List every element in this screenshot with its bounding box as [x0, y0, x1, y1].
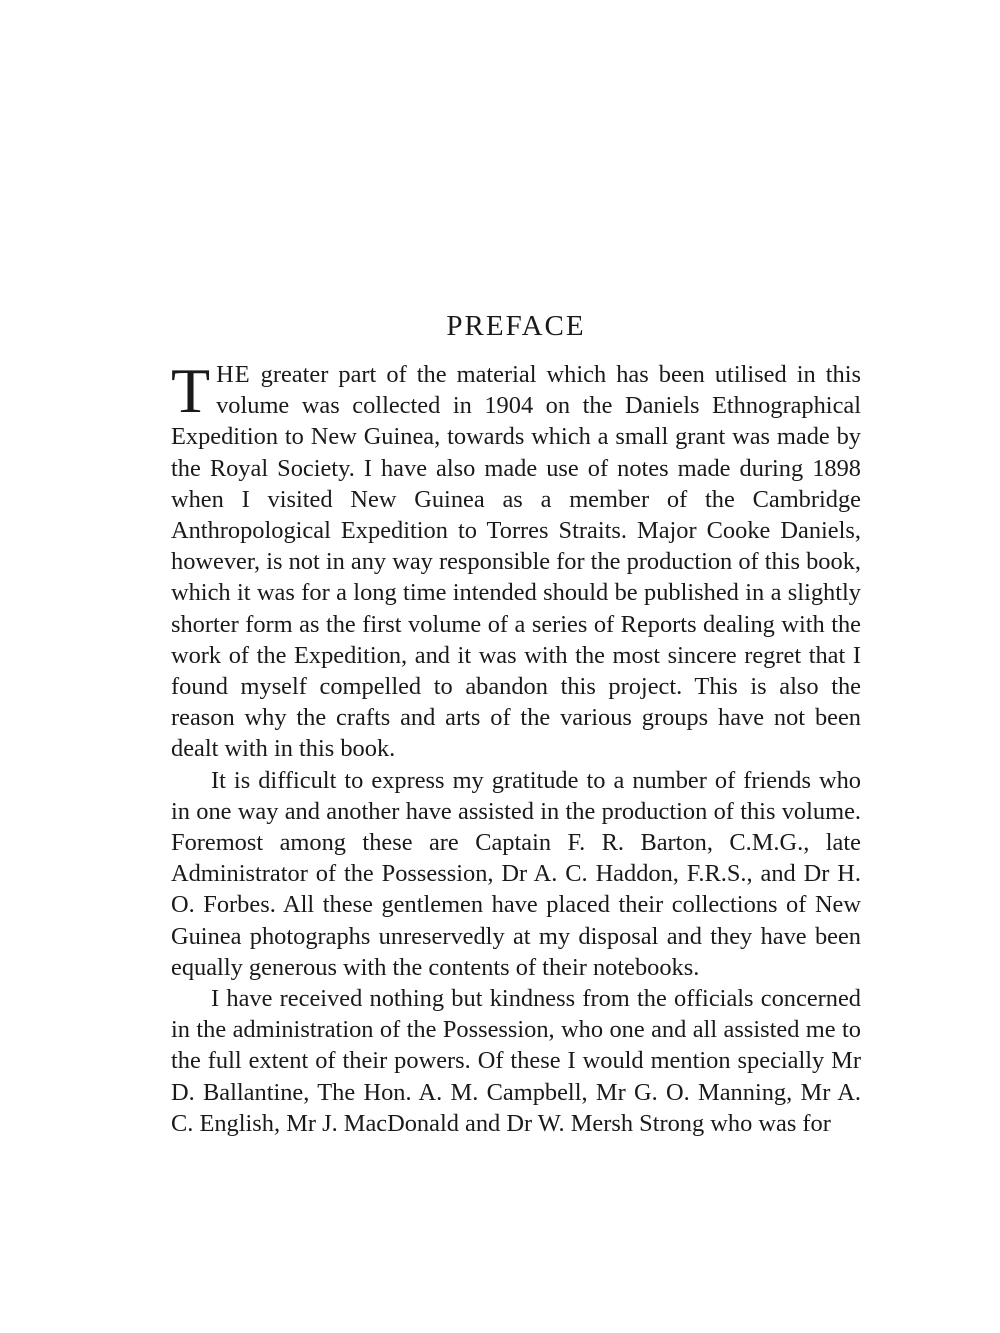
page-title: PREFACE [446, 310, 586, 342]
drop-cap: T [171, 355, 211, 426]
page-body [171, 300, 861, 1139]
paragraph-2: It is difficult to express my gratitude to a number of friends who in one way and another have assisted in the production of this volume. Foremost among these are Captain F. R. Barton, C.M.G., late Administrator of the Possession, Dr A. C. Haddon, F.R.S., and Dr H. O. Forbes. All these gentlemen have placed their collections of New Guinea photographs unreservedly at my disposal and they have been equally generous with the contents of their notebooks. [171, 766, 861, 981]
paragraph-1 [171, 355, 861, 765]
paragraph-3: I have received nothing but kindness from the officials concerned in the administration of the Possession, who one and all assisted me to the full extent of their powers. Of these I would mention specially Mr D. Ballantine, The Hon. A. M. Campbell, Mr G. O. Manning, Mr A. C. English, Mr J. MacDonald and Dr W. Mersh Strong who was for [171, 985, 861, 1137]
paragraph-1-lead: HE [216, 361, 251, 388]
paragraph-1-text: greater part of the material which has been utilised in this volume was collected in 1904 on the Daniels Ethnographical Expedition to New Guinea, towards which a small grant was made by the Royal Society. I have also made use of notes made during 1898 when I visited New Guinea as a member of the Cambridge Anthropological Expedition to Torres Straits. Major Cooke Daniels, however, is not in any way responsible for the production of this book, which it was for a long time intended should be published in a slightly shorter form as the first volume of a series of Reports dealing with the work of the Expedition, and it was with the most sincere regret that I found myself compelled to abandon this project. This is also the reason why the crafts and arts of the various groups have not been dealt with in this book. [171, 361, 861, 763]
